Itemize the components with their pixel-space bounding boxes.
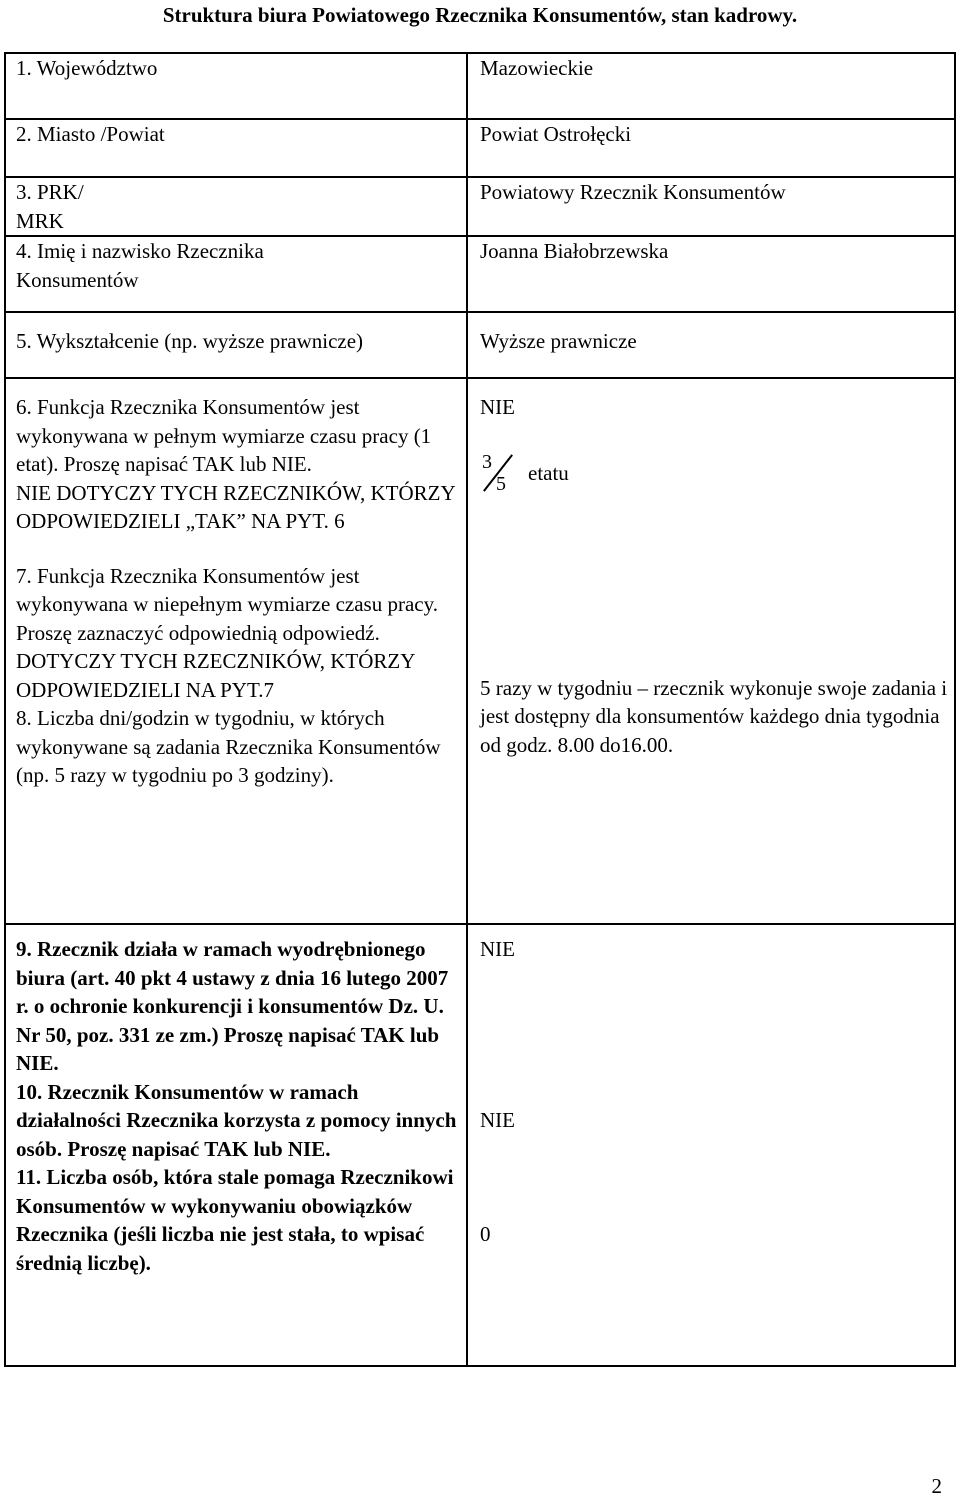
table-row — [5, 378, 955, 924]
cadre-form-table — [4, 52, 956, 1367]
question-cell — [5, 924, 467, 1366]
question-8: 8. Liczba dni/godzin w tygodniu, w których wykonywane są zadania Rzecznika Konsumentów (np. 5 razy w tygodniu po 3 godziny). — [16, 706, 441, 787]
question-voivodeship: 1. Województwo — [16, 56, 158, 80]
question-10: 10. Rzecznik Konsumentów w ramach działalności Rzecznika korzysta z pomocy innych osób. Proszę napisać TAK lub NIE. — [16, 1079, 457, 1161]
document-title: Struktura biura Powiatowego Rzecznika Konsumentów, stan kadrowy. — [162, 3, 798, 27]
question-7: 7. Funkcja Rzecznika Konsumentów jest wykonywana w niepełnym wymiarze czasu pracy. Proszę zaznaczyć odpowiednią odpowiedź. — [16, 563, 438, 645]
question-name: 4. Imię i nazwisko Rzecznika Konsumentów — [16, 239, 264, 292]
answer-cell — [467, 378, 955, 924]
question-education: 5. Wykształcenie (np. wyższe prawnicze) — [16, 329, 364, 353]
answer-cell — [467, 236, 955, 312]
answer-cell — [467, 119, 955, 177]
answer-prk: Powiatowy Rzecznik Konsumentów — [480, 180, 786, 204]
question-cell — [5, 53, 467, 119]
question-cell — [5, 177, 467, 236]
answer-cell — [467, 312, 955, 378]
table-row — [5, 312, 955, 378]
question-prk: 3. PRK/ MRK — [16, 180, 84, 233]
question-6-note: NIE DOTYCZY TYCH RZECZNIKÓW, KTÓRZY ODPOWIEDZIELI „TAK” NA PYT. 6 — [16, 480, 455, 533]
question-11: 11. Liczba osób, która stale pomaga Rzecznikowi Konsumentów w wykonywaniu obowiązków Rzecznika (jeśli liczba nie jest stała, to wpisać średnią liczbę). — [16, 1165, 454, 1275]
answer-name: Joanna Białobrzewska — [480, 239, 669, 263]
question-cell — [5, 236, 467, 312]
answer-cell — [467, 924, 955, 1366]
answer-city: Powiat Ostrołęcki — [480, 122, 632, 146]
question-cell — [5, 378, 467, 924]
answer-voivodeship: Mazowieckie — [480, 56, 594, 80]
table-row — [5, 53, 955, 119]
answer-8: 5 razy w tygodniu – rzecznik wykonuje swoje zadania i jest dostępny dla konsumentów każdego dnia tygodnia od godz. 8.00 do16.00. — [480, 675, 948, 757]
answer-10: NIE — [480, 1108, 515, 1132]
fraction-denominator: 5 — [496, 472, 506, 495]
answer-cell — [467, 53, 955, 119]
question-cell — [5, 119, 467, 177]
table-row — [5, 119, 955, 177]
fraction — [480, 452, 514, 496]
fraction-unit: etatu — [528, 461, 569, 486]
question-7-note: DOTYCZY TYCH RZECZNIKÓW, KTÓRZY ODPOWIEDZIELI NA PYT.7 — [16, 649, 415, 702]
answer-6: NIE — [480, 395, 515, 419]
table-row — [5, 177, 955, 236]
question-city: 2. Miasto /Powiat — [16, 122, 165, 146]
table-row — [5, 236, 955, 312]
answer-7 — [480, 452, 950, 496]
answer-9: NIE — [480, 937, 515, 961]
page-number: 2 — [931, 1474, 942, 1498]
question-cell — [5, 312, 467, 378]
answer-11: 0 — [480, 1222, 491, 1246]
question-6: 6. Funkcja Rzecznika Konsumentów jest wykonywana w pełnym wymiarze czasu pracy (1 etat). Proszę napisać TAK lub NIE. — [16, 395, 432, 476]
answer-education: Wyższe prawnicze — [480, 329, 637, 353]
question-9: 9. Rzecznik działa w ramach wyodrębnionego biura (art. 40 pkt 4 ustawy z dnia 16 lutego 2007 r. o ochronie konkurencji i konsumentów Dz. U. Nr 50, poz. 331 ze zm.) Proszę napisać TAK lub NIE. — [16, 937, 449, 1075]
answer-cell — [467, 177, 955, 236]
fraction-numerator: 3 — [482, 450, 492, 473]
table-row — [5, 924, 955, 1366]
